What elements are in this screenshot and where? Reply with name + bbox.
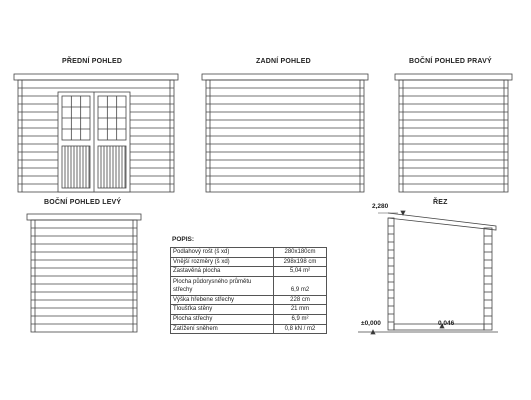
- spec-value: 21 mm: [274, 305, 327, 315]
- floor-level-label: 0,046: [438, 320, 455, 327]
- ground-level-label: ±0,000: [361, 320, 381, 327]
- spec-value: 6,9 m2: [274, 276, 327, 295]
- table-row: [171, 295, 327, 305]
- table-row: [171, 267, 327, 277]
- table-row: [171, 257, 327, 267]
- left-side-elevation: [27, 214, 141, 332]
- spec-label: Zatížení sněhem: [171, 324, 274, 334]
- roof-slope: [388, 213, 496, 230]
- front-elevation: [14, 74, 178, 192]
- section-view-title: ŘEZ: [433, 199, 448, 206]
- spec-value: 6,9 m²: [274, 314, 327, 324]
- roof-fascia: [14, 74, 178, 80]
- spec-value: 298x198 cm: [274, 257, 327, 267]
- spec-label: Plocha půdorysného průmětu střechy: [171, 276, 274, 295]
- spec-label: Zastavěná plocha: [171, 267, 274, 277]
- roof-height-label: 2,280: [372, 203, 389, 210]
- spec-label: Výška hřebene střechy: [171, 295, 274, 305]
- right-side-elevation: [395, 74, 512, 192]
- roof-fascia: [202, 74, 368, 80]
- left-view-title: BOČNÍ POHLED LEVÝ: [44, 199, 122, 206]
- table-row: [171, 248, 327, 258]
- spec-value: 228 cm: [274, 295, 327, 305]
- roof-fascia: [27, 214, 141, 220]
- spec-value: 280x180cm: [274, 248, 327, 258]
- section-drawing: [358, 211, 498, 334]
- roof-fascia: [395, 74, 512, 80]
- back-elevation: [202, 74, 368, 192]
- spec-label: Vnější rozměry (š xd): [171, 257, 274, 267]
- right-view-title: BOČNÍ POHLED PRAVÝ: [409, 58, 492, 65]
- table-row: [171, 276, 327, 295]
- table-row: [171, 314, 327, 324]
- front-view-title: PŘEDNÍ POHLED: [62, 58, 123, 65]
- spec-value: 5,04 m²: [274, 267, 327, 277]
- back-view-title: ZADNÍ POHLED: [256, 58, 311, 65]
- section-right-wall: [484, 228, 492, 330]
- spec-label: Podlahový rošt (š xd): [171, 248, 274, 258]
- spec-value: 0,8 kN / m2: [274, 324, 327, 334]
- spec-label: Tloušťka stěny: [171, 305, 274, 315]
- spec-table: [170, 247, 327, 334]
- ground-level-marker: [371, 330, 375, 334]
- spec-label: Plocha střechy: [171, 314, 274, 324]
- table-row: [171, 305, 327, 315]
- popis-title: POPIS:: [172, 236, 195, 243]
- table-row: [171, 324, 327, 334]
